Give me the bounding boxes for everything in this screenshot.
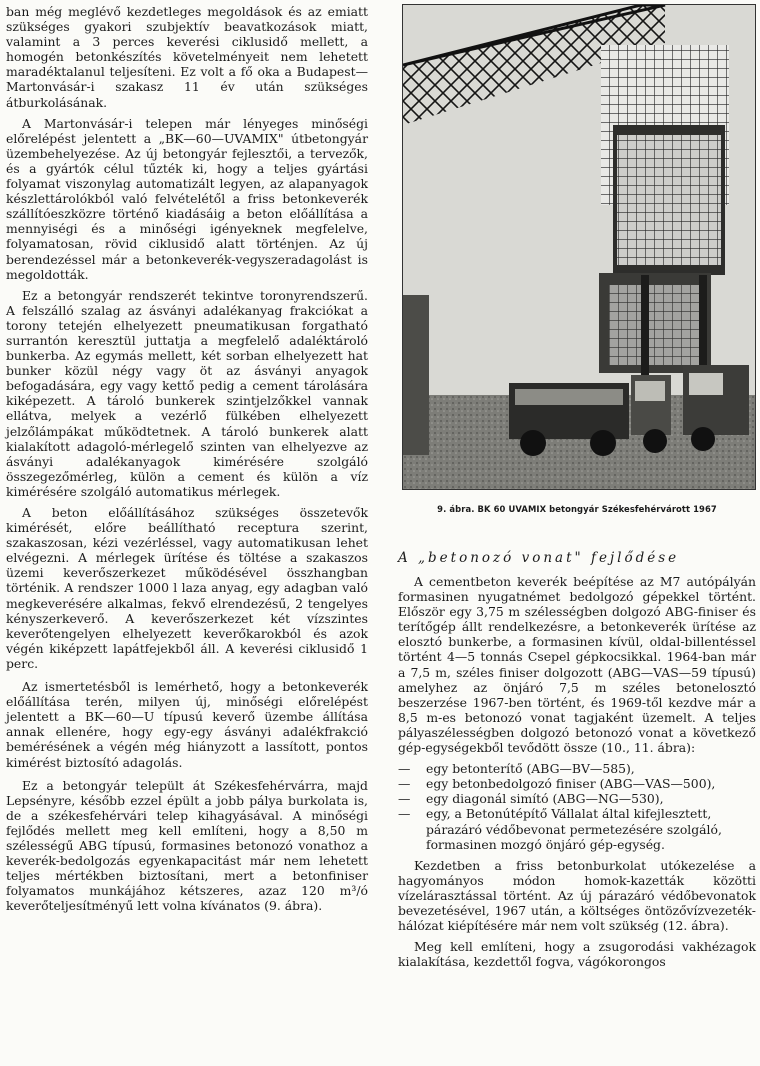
list-item-text: egy betonterítő (ABG—BV—585), bbox=[426, 761, 635, 777]
section-heading: A „betonozó vonat" fejlődése bbox=[398, 550, 680, 566]
intro-paragraph: A cementbeton keverék beépítése az M7 autópályán formasinen nyugatnémet bedolgozó gépekkel történt. Először egy 3,75 m szélességben dolgozó ABG-finiser és terítőgép állt rendelkezésre, a betonkeverék ürítése az elosztó bunkerbe, a formasinen kívül, oldal-billentéssel történt 4—5 tonnás Csepel gépkocsikkal. 1964-ban már a 7,5 m, széles finiser dolgozott (ABG—VAS—59 típusú) amelyhez az önjáró 7,5 m széles betonelosztó beszerzése 1967-ben történt, és 1969-től kezdve már a 8,5 m-es betonozó vonat tagjaként üzemelt. A teljes pályaszélességben dolgozó betonozó vonat a következő gép-egységekből tevődött össze (10., 11. ábra): bbox=[398, 574, 756, 756]
paragraph-right-1: Kezdetben a friss betonburkolat utókezelése a hagyományos módon homok-kazetták közötti vízelárasztással történt. Az új párazáró védőbevonatok bevezetésével, 1967 után, a költséges öntözővízvezeték-hálózat kiépítésére már nem volt szükség (12. ábra). bbox=[398, 857, 756, 934]
list-dash: — bbox=[398, 791, 411, 807]
list-dash: — bbox=[398, 776, 411, 792]
list-item-text: egy diagonál simító (ABG—NG—530), bbox=[426, 791, 664, 807]
list-item-text: egy, a Betonútépítő Vállalat által kifejlesztett, párazáró védőbevonat permetezésére szolgáló, formasinen mozgó önjáró gép-egység. bbox=[426, 806, 722, 852]
list-item bbox=[398, 791, 756, 806]
right-column bbox=[398, 4, 756, 975]
betongyar-photo bbox=[402, 4, 756, 490]
figure-caption: 9. ábra. BK 60 UVAMIX betongyár Székesfehérvárott 1967 bbox=[437, 504, 717, 514]
paragraph-5: Az ismertetésből is lemérhető, hogy a betonkeverék előállítása terén, milyen új, minőségi előrelépést jelentett a BK—60—U típusú keverő üzembe állítása annak ellenére, hogy egy-egy ásványi adalékfrakció bemérésének a végén még hiányzott a lassított, pontos kimérést biztosító adagolás. bbox=[6, 679, 368, 770]
photo-illustration bbox=[403, 5, 755, 489]
list-dash: — bbox=[398, 806, 411, 822]
list-item bbox=[398, 806, 756, 851]
list-item bbox=[398, 761, 756, 776]
paragraph-6: Ez a betongyár települt át Székesfehérvárra, majd Lepsényre, később ezzel épült a jobb pálya burkolata is, de a székesfehérvári telep kihagyásával. A minőségi fejlődés mellett meg kell említeni, hogy a 8,50 m szélességű ABG típusú, formasines betonozó vonathoz a keverék-bedolgozás egyenkapacitást már nem lehetett teljes mértékben biztosítani, mert a betonfiniser folyamatos munkájához kétszeres, azaz 120 m³/ó keverőteljesítményű lett volna kívánatos (9. ábra). bbox=[6, 777, 368, 914]
left-column bbox=[6, 4, 368, 919]
list-item bbox=[398, 776, 756, 791]
paragraph-2: A Martonvásár-i telepen már lényeges minőségi előrelépést jelentett a „BK—60—UVAMIX" útbetongyár üzembehelyezése. Az új betongyár fejlesztői, a tervezők, és a gyártók célul tűzték ki, hogy a teljes gyártási folyamat viszonylag automatizált legyen, az alapanyagok készlettárolókból való felvételétől a friss betonkeverék szállítóeszközre történő kiadásáig a beton előállítása a mennyiségi és a minőségi igényeknek megfelelve, folyamatosan, rövid ciklusidő alatt történjen. Az új berendezéssel már a betonkeverék-vegyszeradagolást is megoldották. bbox=[6, 115, 368, 282]
paragraph-right-2: Meg kell említeni, hogy a zsugorodási vakhézagok kialakítása, kezdettől fogva, vágókorongos bbox=[398, 939, 756, 970]
paragraph-1: ban még meglévő kezdetleges megoldások és az emiatt szükséges gyakori szubjektív beavatkozások miatt, valamint a 3 perces keverési ciklusidő mellett, a homogén betonkészítés követelményeit nem lehetett maradéktalanul teljesíteni. Ez volt a fő oka a Budapest—Martonvásár-i szakasz 11 év után szükséges átburkolásának. bbox=[6, 4, 368, 110]
paragraph-4: A beton előállításához szükséges összetevők kimérését, előre beállítható receptura szerint, szakaszosan, kézi vezérléssel, vagy automatikusan lehet elvégezni. A mérlegek ürítése és töltése a szakaszos üzemi keverőszerkezet működésével összhangban történik. A rendszer 1000 l laza anyag, egy adagban való megkeverésére alkalmas, fekvő elrendezésű, 2 tengelyes kényszerkeverő. A keverőszerkezet két vízszintes keverőtengelyen elhelyezett keverőkarokból és azok végén kiképzett lapátfejekből áll. A keverési ciklusidő 1 perc. bbox=[6, 505, 368, 671]
list-item-text: egy betonbedolgozó finiser (ABG—VAS—500), bbox=[426, 776, 716, 792]
paragraph-3: Ez a betongyár rendszerét tekintve toronyrendszerű. A felszálló szalag az ásványi adalékanyag frakciókat a torony tetején elhelyezett pneumatikusan forgatható surrantón keresztül juttatja a megfelelő adaléktároló bunkerba. Az egymás mellett, két sorban elhelyezett hat bunker közül négy vagy öt az ásványi anyagok befogadására, egy vagy kettő pedig a cement tárolására kiképezett. A tároló bunkerek szintjelzőkkel vannak ellátva, melyek a vezérlő fülkében elhelyezett jelzőlámpákat működtetnek. A tároló bunkerek alatt kialakított adagoló-mérlegelő szinten van elhelyezve az ásványi adalékanyagok kimérésére szolgáló összegezőmérleg, külön a cement és külön a víz kimérésére szolgáló automatikus mérlegek. bbox=[6, 287, 368, 499]
list-dash: — bbox=[398, 761, 411, 777]
machine-list bbox=[398, 761, 756, 852]
